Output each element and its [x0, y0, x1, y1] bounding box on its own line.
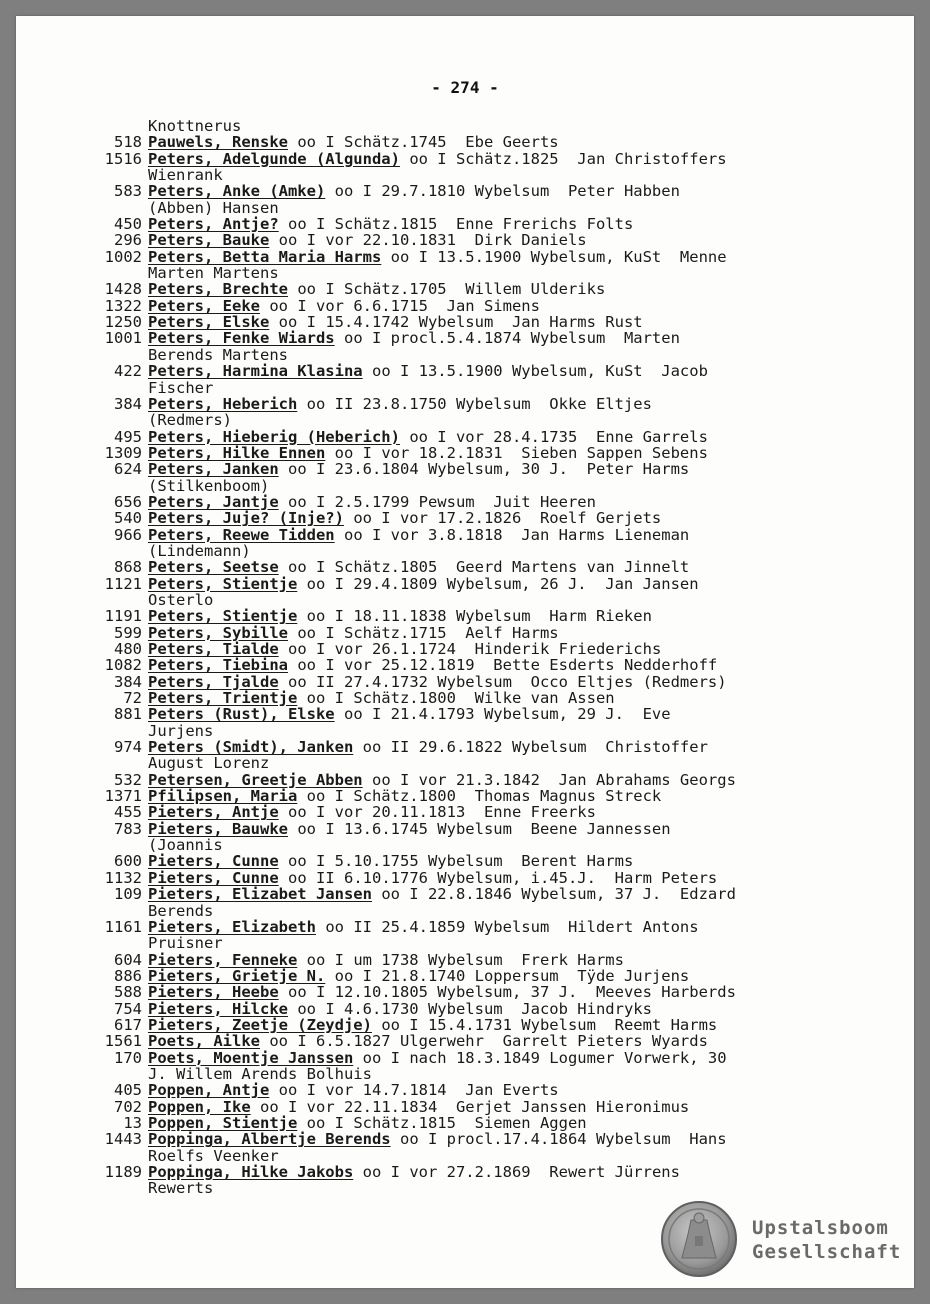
seal-logo-icon [660, 1200, 738, 1278]
entry-row [84, 183, 884, 216]
entry-continuation: Rewerts [148, 1179, 214, 1198]
entry-name: Pieters, Fenneke [148, 950, 298, 969]
entry-number: 518 [114, 133, 142, 152]
entry-row [84, 1131, 884, 1164]
entry-continuation: (Redmers) [148, 411, 232, 430]
entry-continuation: Marten Martens [148, 264, 279, 283]
entry-continuation: (Abben) Hansen [148, 198, 279, 217]
entry-details: oo I 2.5.1799 Pewsum Juit Heeren [288, 492, 596, 511]
entry-name: Peters, Juje? (Inje?) [148, 509, 344, 528]
entry-row [84, 674, 884, 690]
entry-row [84, 1115, 884, 1131]
entry-details: oo I Schätz.1805 Geerd Martens van Jinnelt [288, 558, 690, 577]
entry-name: Peters, Heberich [148, 394, 298, 413]
entry-details: oo II 23.8.1750 Wybelsum Okke Eltjes [306, 394, 652, 413]
entry-row [84, 1001, 884, 1017]
entry-continuation: (Joannis [148, 836, 223, 855]
entry-row [84, 298, 884, 314]
entry-number: 1309 [104, 443, 142, 462]
entry-row [84, 1017, 884, 1033]
logo-line-1: Upstalsboom [752, 1217, 889, 1239]
entry-details: oo I 6.5.1827 Ulgerwehr Garrelt Pieters Wyards [269, 1032, 708, 1051]
entry-name: Peters, Tjalde [148, 672, 279, 691]
entry-name: Poppinga, Albertje Berends [148, 1130, 391, 1149]
entry-details: oo I vor 14.7.1814 Jan Everts [278, 1081, 559, 1100]
entry-row [84, 1082, 884, 1098]
entry-container [84, 134, 884, 1196]
entry-number: 1121 [104, 574, 142, 593]
entry-name: Petersen, Greetje Abben [148, 770, 363, 789]
entry-number: 480 [114, 640, 142, 658]
entry-row [84, 232, 884, 248]
entry-number: 384 [114, 394, 142, 413]
entry-continuation: Wienrank [148, 166, 223, 185]
entry-name: Pfilipsen, Maria [148, 787, 298, 806]
entry-name: Poppinga, Hilke Jakobs [148, 1163, 354, 1181]
entry-number: 296 [114, 231, 142, 250]
lead-line [84, 118, 884, 134]
entry-number: 532 [114, 770, 142, 789]
entry-details: oo I 21.8.1740 Loppersum Tÿde Jurjens [334, 966, 690, 985]
entry-row [84, 1164, 884, 1197]
entry-name: Pieters, Elizabeth [148, 917, 316, 936]
entry-row [84, 788, 884, 804]
entry-number: 599 [114, 623, 142, 642]
entry-row [84, 1033, 884, 1049]
entry-continuation: August Lorenz [148, 754, 270, 773]
entry-row [84, 527, 884, 560]
entry-number: 540 [114, 509, 142, 528]
entry-row [84, 281, 884, 297]
entry-name: Peters, Tialde [148, 640, 279, 658]
society-logo-text [752, 1216, 901, 1264]
entry-name: Peters, Reewe Tidden [148, 525, 335, 544]
entry-number: 1322 [104, 296, 142, 315]
page-number: - 274 - [431, 78, 499, 97]
entry-number: 1001 [104, 329, 142, 348]
entry-row [84, 657, 884, 673]
entry-continuation: Osterlo [148, 590, 214, 609]
entry-name: Peters, Antje? [148, 215, 279, 234]
entry-row [84, 510, 884, 526]
entry-details: oo I vor 20.11.1813 Enne Freerks [288, 803, 596, 822]
entry-number: 1516 [104, 149, 142, 168]
entry-number: 583 [114, 182, 142, 201]
entry-number: 974 [114, 738, 142, 757]
entry-row [84, 363, 884, 396]
entry-details: oo II 6.10.1776 Wybelsum, i.45.J. Harm Peters [288, 868, 718, 887]
entry-number: 656 [114, 492, 142, 511]
entry-details: oo I vor 18.2.1831 Sieben Sappen Sebens [334, 443, 708, 462]
entry-name: Peters, Hieberig (Heberich) [148, 427, 400, 446]
entry-number: 617 [114, 1015, 142, 1034]
entry-row [84, 706, 884, 739]
entry-name: Peters, Sybille [148, 623, 288, 642]
entry-number: 170 [114, 1048, 142, 1067]
entry-name: Peters (Rust), Elske [148, 705, 335, 724]
entry-row [84, 249, 884, 282]
entry-name: Pieters, Antje [148, 803, 279, 822]
entry-details: oo I Schätz.1815 Siemen Aggen [306, 1113, 587, 1132]
entry-details: oo I Schätz.1705 Willem Ulderiks [297, 280, 606, 299]
entry-details: oo I 13.5.1900 Wybelsum, KuSt Menne [390, 247, 727, 266]
entry-row [84, 1099, 884, 1115]
document-page [16, 16, 914, 1288]
entry-number: 604 [114, 950, 142, 969]
entry-number: 1561 [104, 1032, 142, 1051]
entry-number: 886 [114, 966, 142, 985]
entry-name: Pieters, Heebe [148, 983, 279, 1002]
entry-number: 13 [123, 1113, 142, 1132]
entry-name: Peters, Bauke [148, 231, 270, 250]
entry-row [84, 870, 884, 886]
entry-number: 1191 [104, 607, 142, 626]
entry-details: oo I 12.10.1805 Wybelsum, 37 J. Meeves Harberds [288, 983, 736, 1002]
entry-number: 1250 [104, 313, 142, 332]
entry-details: oo I Schätz.1800 Thomas Magnus Streck [306, 787, 662, 806]
entry-details: oo I vor 25.12.1819 Bette Esderts Nedderhoff [297, 656, 718, 675]
entry-name: Poets, Ailke [148, 1032, 260, 1051]
entry-row [84, 886, 884, 919]
lead-line-text: Knottnerus [148, 117, 242, 135]
entry-continuation: Roelfs Veenker [148, 1146, 279, 1165]
entry-details: oo I vor 22.11.1834 Gerjet Janssen Hieronimus [260, 1097, 690, 1116]
entry-number: 422 [114, 362, 142, 381]
entry-continuation: Jurjens [148, 721, 214, 740]
entry-name: Peters, Elske [148, 313, 270, 332]
entry-details: oo I 5.10.1755 Wybelsum Berent Harms [288, 852, 634, 871]
entry-continuation: J. Willem Arends Bolhuis [148, 1064, 372, 1083]
entry-name: Peters, Tiebina [148, 656, 288, 675]
entry-number: 783 [114, 819, 142, 838]
entry-name: Pieters, Bauwke [148, 819, 288, 838]
entry-row [84, 625, 884, 641]
entry-name: Pieters, Zeetje (Zeydje) [148, 1015, 372, 1034]
entry-row [84, 396, 884, 429]
entry-name: Peters, Eeke [148, 296, 260, 315]
entry-row [84, 772, 884, 788]
entry-details: oo I 18.11.1838 Wybelsum Harm Rieken [306, 607, 652, 626]
entry-name: Pieters, Cunne [148, 868, 279, 887]
entry-details: oo I 23.6.1804 Wybelsum, 30 J. Peter Harms [288, 460, 690, 479]
entry-details: oo I um 1738 Wybelsum Frerk Harms [306, 950, 624, 969]
entry-row [84, 804, 884, 820]
entry-list [84, 118, 884, 1197]
entry-continuation: (Lindemann) [148, 541, 251, 560]
entry-details: oo I 29.4.1809 Wybelsum, 26 J. Jan Jansen [306, 574, 699, 593]
entry-details: oo I Schätz.1715 Aelf Harms [297, 623, 559, 642]
entry-details: oo I 13.6.1745 Wybelsum Beene Jannessen [297, 819, 671, 838]
entry-number: 600 [114, 852, 142, 871]
logo-line-2: Gesellschaft [752, 1241, 902, 1263]
entry-row [84, 641, 884, 657]
entry-row [84, 151, 884, 184]
entry-name: Peters, Harmina Klasina [148, 362, 363, 381]
entry-continuation: Pruisner [148, 934, 223, 953]
entry-number: 1161 [104, 917, 142, 936]
entry-details: oo I 21.4.1793 Wybelsum, 29 J. Eve [343, 705, 671, 724]
entry-number: 1443 [104, 1130, 142, 1149]
entry-number: 405 [114, 1081, 142, 1100]
entry-row [84, 494, 884, 510]
entry-number: 624 [114, 460, 142, 479]
entry-details: oo I 4.6.1730 Wybelsum Jacob Hindryks [297, 999, 652, 1018]
entry-row [84, 445, 884, 461]
entry-number: 109 [114, 885, 142, 904]
entry-name: Pieters, Elizabet Jansen [148, 885, 372, 904]
entry-row [84, 216, 884, 232]
entry-details: oo I vor 28.4.1735 Enne Garrels [409, 427, 708, 446]
entry-details: oo I procl.17.4.1864 Wybelsum Hans [399, 1130, 727, 1149]
entry-row [84, 739, 884, 772]
entry-number: 495 [114, 427, 142, 446]
entry-number: 1132 [104, 868, 142, 887]
entry-continuation: Berends [148, 901, 214, 920]
entry-name: Peters, Trientje [148, 689, 298, 708]
entry-details: oo I Schätz.1745 Ebe Geerts [297, 133, 559, 152]
entry-details: oo I Schätz.1825 Jan Christoffers [409, 149, 727, 168]
entry-details: oo I vor 21.3.1842 Jan Abrahams Georgs [371, 770, 736, 789]
entry-details: oo I vor 3.8.1818 Jan Harms Lieneman [343, 525, 690, 544]
entry-name: Poppen, Stientje [148, 1113, 298, 1132]
entry-number: 1428 [104, 280, 142, 299]
entry-name: Peters, Betta Maria Harms [148, 247, 382, 266]
entry-number: 1371 [104, 787, 142, 806]
entry-details: oo I 29.7.1810 Wybelsum Peter Habben [334, 182, 680, 201]
entry-name: Peters, Anke (Amke) [148, 182, 326, 201]
entry-number: 1189 [104, 1163, 142, 1181]
entry-details: oo I vor 27.2.1869 Rewert Jürrens [362, 1163, 680, 1181]
entry-name: Peters, Brechte [148, 280, 288, 299]
entry-continuation: Berends Martens [148, 345, 288, 364]
entry-details: oo II 27.4.1732 Wybelsum Occo Eltjes (Redmers) [288, 672, 727, 691]
entry-row [84, 429, 884, 445]
entry-details: oo I Schätz.1800 Wilke van Assen [306, 689, 615, 708]
entry-row [84, 821, 884, 854]
entry-name: Peters, Stientje [148, 607, 298, 626]
entry-row [84, 314, 884, 330]
entry-details: oo I 15.4.1731 Wybelsum Reemt Harms [381, 1015, 718, 1034]
entry-number: 966 [114, 525, 142, 544]
entry-row [84, 690, 884, 706]
entry-number: 1002 [104, 247, 142, 266]
entry-details: oo I vor 22.10.1831 Dirk Daniels [278, 231, 587, 250]
entry-name: Peters, Fenke Wiards [148, 329, 335, 348]
entry-row [84, 1050, 884, 1083]
entry-name: Peters, Jantje [148, 492, 279, 511]
entry-row [84, 984, 884, 1000]
entry-number: 384 [114, 672, 142, 691]
entry-number: 1082 [104, 656, 142, 675]
entry-name: Peters, Seetse [148, 558, 279, 577]
entry-details: oo I nach 18.3.1849 Logumer Vorwerk, 30 [362, 1048, 727, 1067]
entry-row [84, 608, 884, 624]
entry-details: oo I 13.5.1900 Wybelsum, KuSt Jacob [371, 362, 708, 381]
entry-row [84, 853, 884, 869]
entry-name: Peters, Hilke Ennen [148, 443, 326, 462]
entry-row [84, 330, 884, 363]
entry-number: 754 [114, 999, 142, 1018]
entry-details: oo I vor 17.2.1826 Roelf Gerjets [353, 509, 662, 528]
entry-details: oo I vor 6.6.1715 Jan Simens [269, 296, 540, 315]
entry-row [84, 134, 884, 150]
entry-continuation: Fischer [148, 378, 214, 397]
entry-number: 868 [114, 558, 142, 577]
entry-details: oo I 22.8.1846 Wybelsum, 37 J. Edzard [381, 885, 736, 904]
entry-details: oo I Schätz.1815 Enne Frerichs Folts [288, 215, 634, 234]
entry-name: Pauwels, Renske [148, 133, 288, 152]
entry-name: Peters (Smidt), Janken [148, 738, 354, 757]
entry-details: oo II 29.6.1822 Wybelsum Christoffer [362, 738, 708, 757]
entry-row [84, 559, 884, 575]
entry-details: oo II 25.4.1859 Wybelsum Hildert Antons [325, 917, 699, 936]
entry-number: 450 [114, 215, 142, 234]
entry-number: 702 [114, 1097, 142, 1116]
entry-row [84, 461, 884, 494]
entry-name: Poppen, Ike [148, 1097, 251, 1116]
entry-details: oo I procl.5.4.1874 Wybelsum Marten [343, 329, 680, 348]
entry-number: 455 [114, 803, 142, 822]
entry-name: Pieters, Grietje N. [148, 966, 326, 985]
entry-number: 881 [114, 705, 142, 724]
entry-name: Peters, Adelgunde (Algunda) [148, 149, 400, 168]
entry-details: oo I vor 26.1.1724 Hinderik Friederichs [288, 640, 662, 658]
entry-continuation: (Stilkenboom) [148, 476, 270, 495]
entry-name: Poppen, Antje [148, 1081, 270, 1100]
entry-row [84, 952, 884, 968]
entry-name: Pieters, Cunne [148, 852, 279, 871]
entry-name: Peters, Janken [148, 460, 279, 479]
entry-name: Poets, Moentje Janssen [148, 1048, 354, 1067]
entry-row [84, 919, 884, 952]
entry-row [84, 576, 884, 609]
entry-name: Pieters, Hilcke [148, 999, 288, 1018]
entry-number: 588 [114, 983, 142, 1002]
entry-details: oo I 15.4.1742 Wybelsum Jan Harms Rust [278, 313, 643, 332]
entry-name: Peters, Stientje [148, 574, 298, 593]
entry-number: 72 [123, 689, 142, 708]
entry-row [84, 968, 884, 984]
